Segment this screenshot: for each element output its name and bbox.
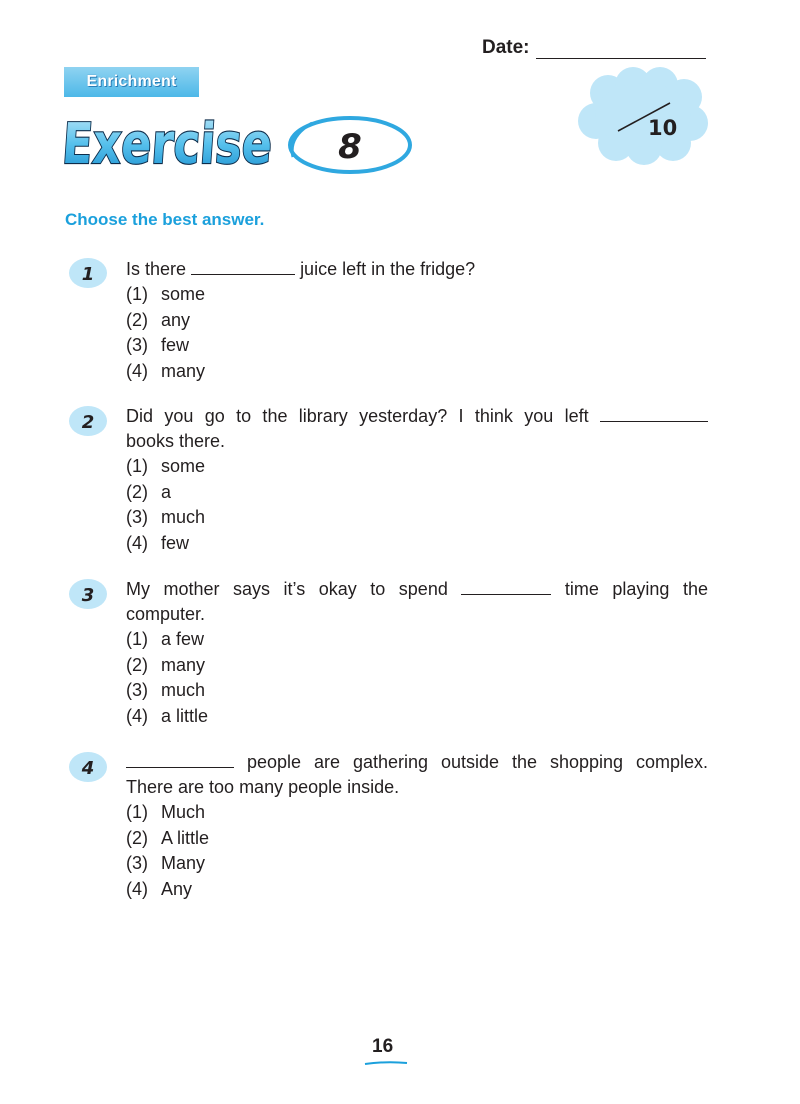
question-number: 3 xyxy=(81,585,95,606)
question-stem xyxy=(126,404,708,429)
question-number: 1 xyxy=(81,264,95,285)
option[interactable]: (1) some xyxy=(126,456,206,476)
stem-text: Did you go to the library yesterday? I think you left xyxy=(126,406,589,426)
date-blank-line[interactable] xyxy=(536,40,706,59)
option[interactable]: (4) few xyxy=(126,532,190,553)
option[interactable]: (1) a few xyxy=(126,629,205,649)
option[interactable]: (4) a little xyxy=(126,705,209,726)
page-number: 16 xyxy=(372,1036,394,1057)
question-stem xyxy=(126,577,708,602)
answer-blank[interactable] xyxy=(600,407,708,422)
score-cloud xyxy=(578,65,708,165)
option[interactable]: (4) Any xyxy=(126,878,193,899)
cloud-icon xyxy=(578,67,708,165)
question-number: 2 xyxy=(81,412,95,433)
stem-text: people are gathering outside the shopping complex. xyxy=(246,752,708,772)
option[interactable]: (3) few xyxy=(126,335,190,356)
enrichment-tag: Enrichment xyxy=(64,67,199,97)
option[interactable]: (2) A little xyxy=(126,827,210,848)
stem-text: time playing the xyxy=(564,579,708,599)
instruction: Choose the best answer. xyxy=(65,210,265,229)
question-badge xyxy=(66,404,112,438)
question-stem xyxy=(126,750,708,775)
score-total: 10 xyxy=(648,116,678,140)
answer-blank[interactable] xyxy=(191,260,295,275)
option[interactable]: (3) much xyxy=(126,507,206,528)
stem-text: juice left in the fridge? xyxy=(300,259,476,279)
option[interactable]: (2) a xyxy=(126,481,172,502)
option[interactable]: (4) many xyxy=(126,360,206,381)
stem-text: computer. xyxy=(126,604,206,624)
date-label: Date: xyxy=(482,37,530,58)
page-number-underline xyxy=(364,1060,408,1066)
answer-blank[interactable] xyxy=(126,753,234,768)
stem-text: Is there xyxy=(126,259,187,279)
question-badge xyxy=(66,256,112,290)
option[interactable]: (2) many xyxy=(126,654,206,675)
question-stem-cont xyxy=(126,602,708,627)
answer-blank[interactable] xyxy=(461,580,551,595)
question-stem-cont xyxy=(126,429,708,454)
option[interactable]: (3) much xyxy=(126,680,206,701)
option[interactable]: (1) some xyxy=(126,284,206,304)
option[interactable]: (3) Many xyxy=(126,853,206,874)
exercise-title xyxy=(60,105,420,190)
question-stem-cont xyxy=(126,775,708,800)
date-field xyxy=(482,37,706,59)
option[interactable]: (1) Much xyxy=(126,802,206,822)
question-stem xyxy=(126,257,708,282)
question-badge xyxy=(66,577,112,611)
stem-text: My mother says it’s okay to spend xyxy=(126,579,448,599)
stem-text: books there. xyxy=(126,431,226,451)
exercise-title-text: Exercise xyxy=(59,112,329,177)
exercise-number: 8 xyxy=(338,127,362,167)
question-number: 4 xyxy=(81,758,95,779)
stem-text: There are too many people inside. xyxy=(126,777,400,797)
option[interactable]: (2) any xyxy=(126,309,191,330)
question-badge xyxy=(66,750,112,784)
